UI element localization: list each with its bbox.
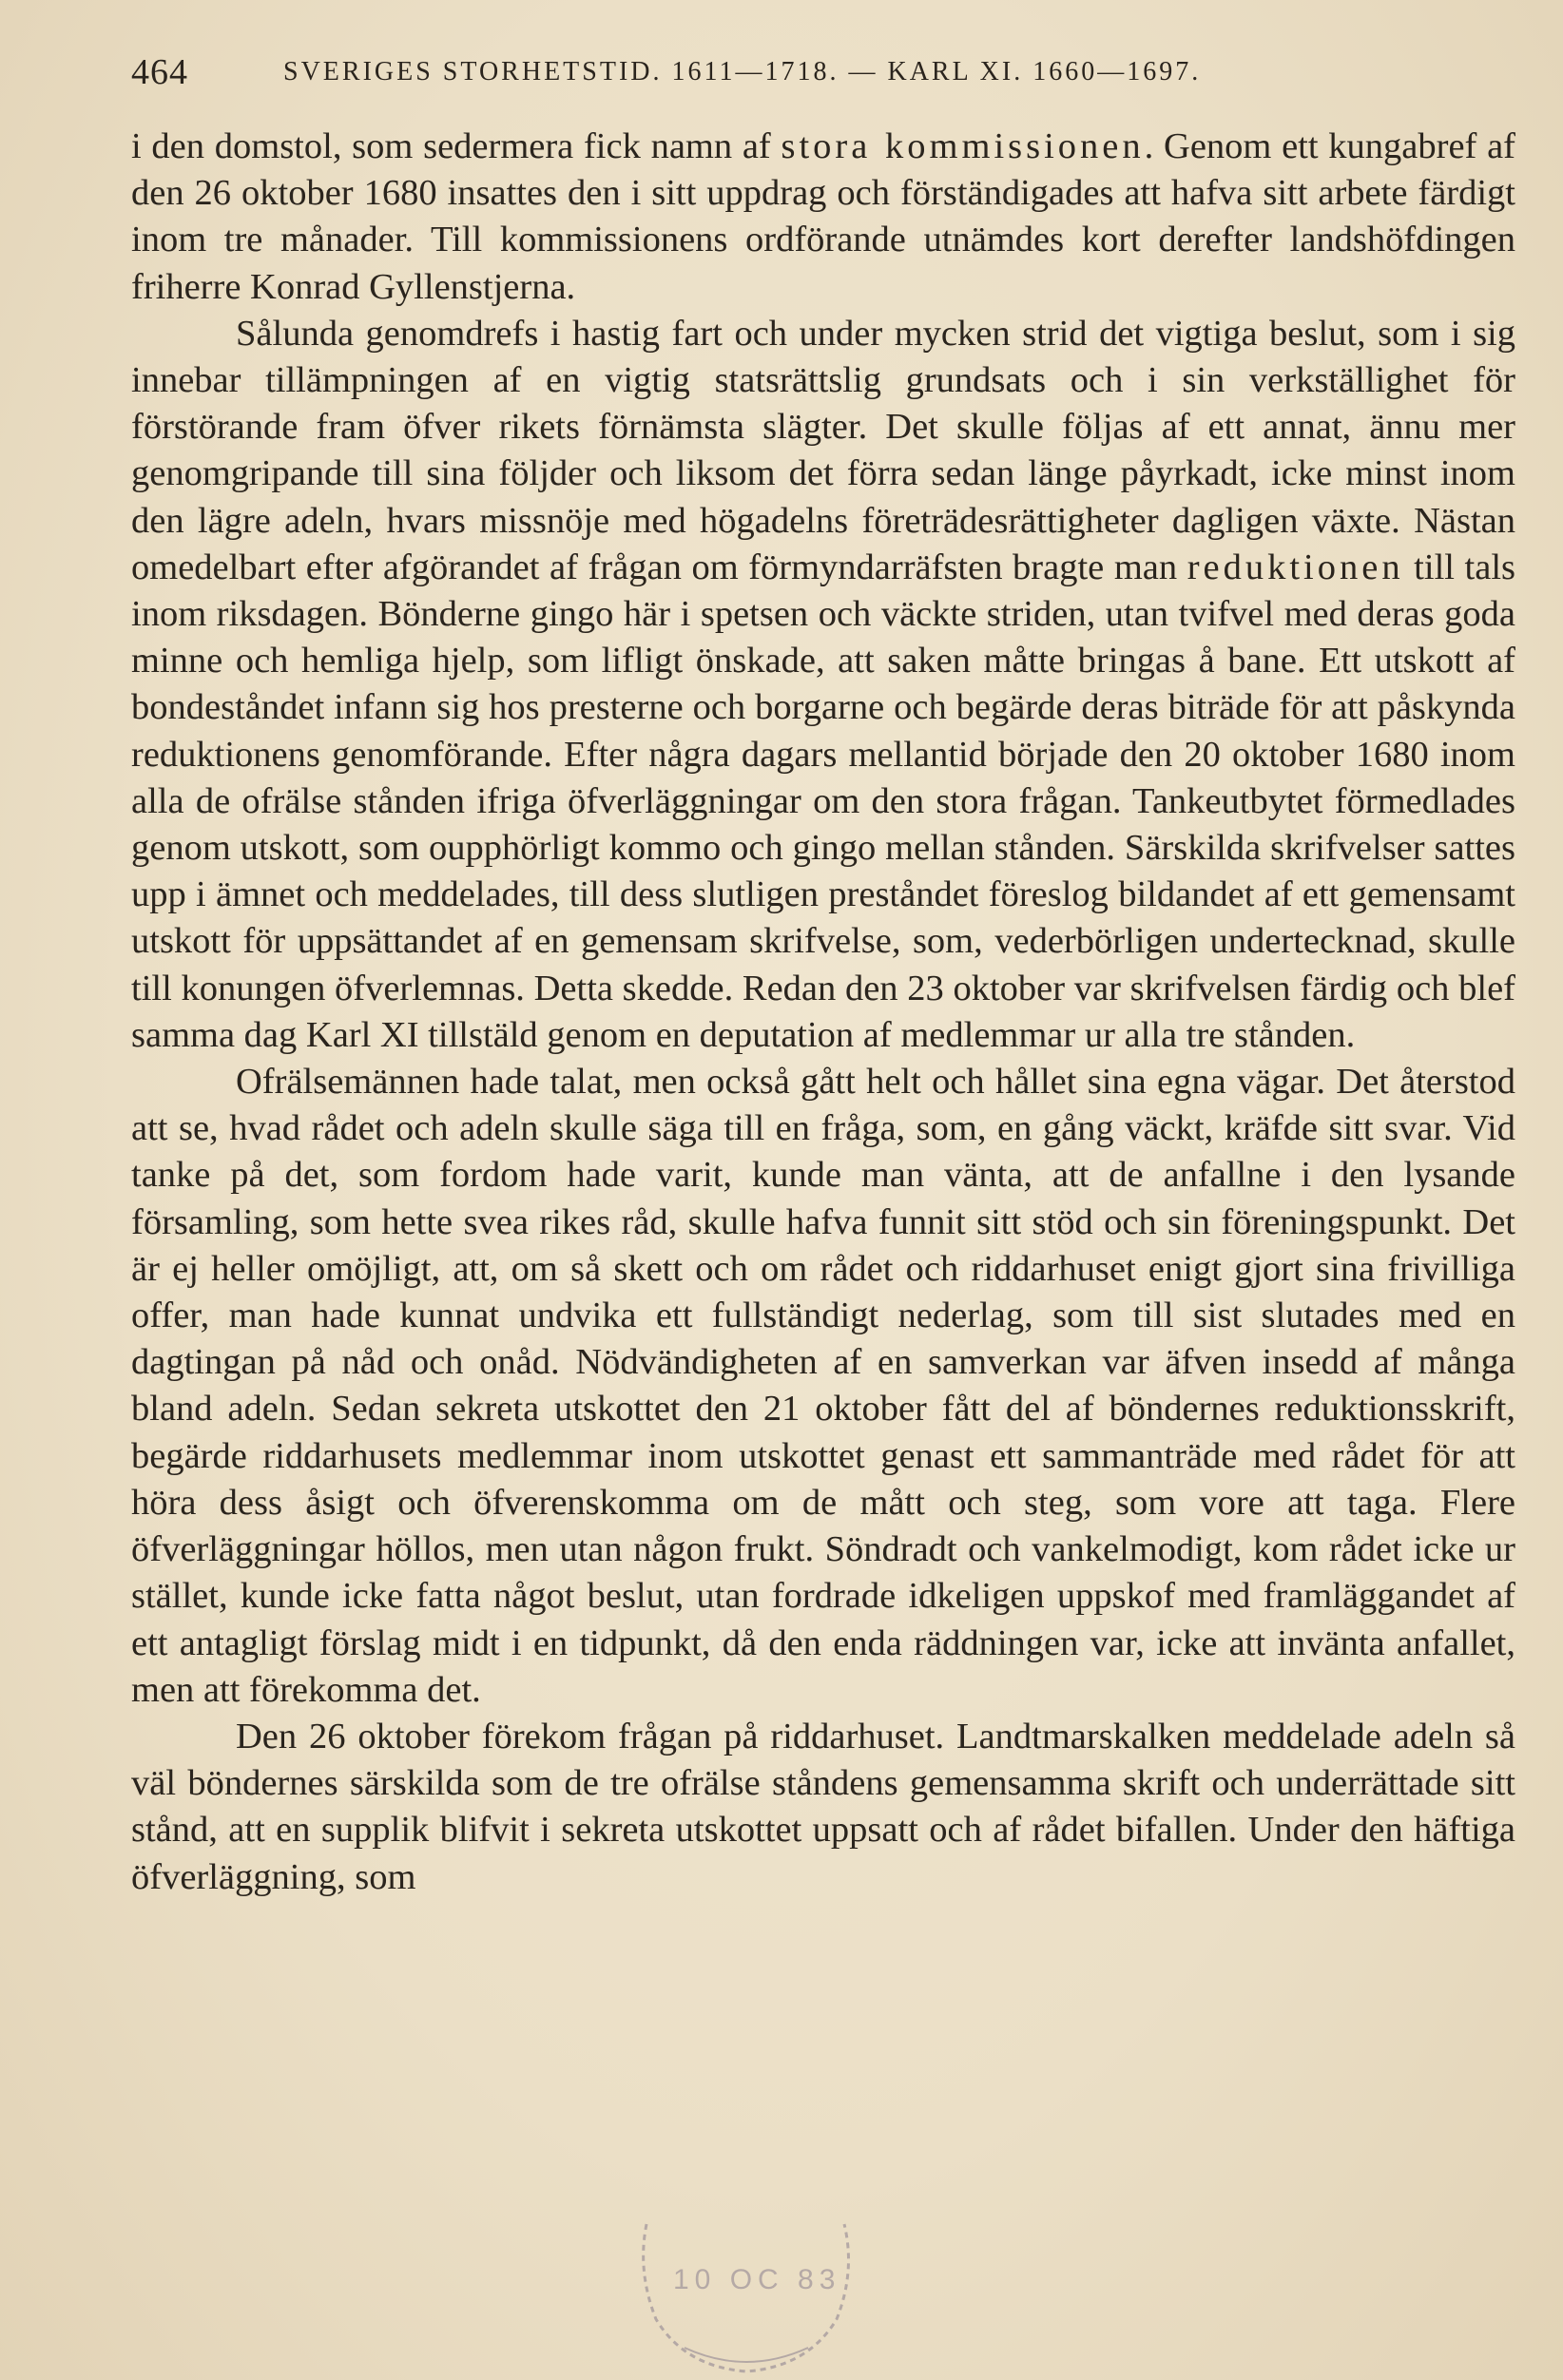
body-text	[131, 124, 1515, 1901]
emphasis-spaced: reduktionen	[1187, 547, 1404, 587]
stamp-date: 10 OC 83	[673, 2264, 841, 2295]
page-number: 464	[131, 52, 188, 92]
paragraph-3	[131, 1059, 1515, 1714]
text-segment: till tals inom riksdagen. Bönderne gingo här i spetsen och väckte striden, utan tvifvel med deras goda minne och hemliga hjelp, som lifligt önskade, att saken måtte bringas å bane. Ett utskott af bondeståndet infann sig hos presterne och borgarne och begärde deras biträde för att påskynda reduktionens genomförande. Efter några dagars mellantid började den 20 oktober 1680 inom alla de ofrälse stånden ifriga öfverläggningar om den stora frågan. Tankeutbytet förmedlades genom utskott, som oupphörligt kommo och gingo mellan stånden. Särskilda skrifvelser sattes upp i ämnet och meddelades, till dess slutligen preståndet föreslog bildandet af ett gemensamt utskott för uppsättandet af en gemensam skrifvelse, som, vederbörligen undertecknad, skulle till konungen öfverlemnas. Detta skedde. Redan den 23 oktober var skrifvelsen färdig och blef samma dag Karl XI tillstäld genom en deputation af medlemmar ur alla tre stånden.	[131, 547, 1516, 1055]
text-segment: Ofrälsemännen hade talat, men också gått helt och hållet sina egna vägar. Det återstod att se, hvad rådet och adeln skulle säga till en fråga, som, en gång väckt, kräfde sitt svar. Vid tanke på det, som fordom hade varit, kunde man vänta, att de anfallne i den lysande församling, som hette svea rikes råd, skulle hafva funnit sitt stöd och sin föreningspunkt. Det är ej heller omöjligt, att, om så skett och om rådet och riddarhuset enigt gjort sina frivilliga offer, man hade kunnat undvika ett fullständigt nederlag, som till sist slutades med en dagtingan på nåd och onåd. Nödvändigheten af en samverkan var äfven insedd af många bland adeln. Sedan sekreta utskottet den 21 oktober fått del af böndernes reduktionsskrift, begärde riddarhusets medlemmar inom utskottet genast ett sammanträde med rådet för att höra dess åsigt och öfverenskomma om de mått och steg, som vore att taga. Flere öfverläggningar höllos, men utan någon frukt. Söndradt och vankelmodigt, kom rådet icke ur stället, kunde icke fatta något beslut, utan fordrade idkeligen uppskof med framläggandet af ett antagligt förslag midt i en tidpunkt, då den enda räddningen var, icke att invänta anfallet, men att förekomma det.	[131, 1062, 1515, 1710]
library-stamp	[627, 2215, 865, 2376]
paragraph-2	[131, 311, 1515, 1059]
emphasis-spaced: stora kommissionen	[781, 126, 1145, 166]
running-head: SVERIGES STORHETSTID. 1611—1718. — KARL XI. 1660—1697.	[283, 57, 1202, 86]
text-segment: Den 26 oktober förekom frågan på riddarhuset. Landtmarskalken meddelade adeln så väl böndernes särskilda som de tre ofrälse ståndens gemensamma skrift och underrättade sitt stånd, att en supplik blifvit i sekreta utskottet uppsatt och af rådet bifallen. Under den häftiga öfverläggning, som	[131, 1716, 1515, 1897]
page-header	[131, 48, 1519, 95]
text-segment: Sålunda genomdrefs i hastig fart och under mycken strid det vigtiga beslut, som i sig innebar tillämpningen af en vigtig statsrättslig grundsats och i sin verkställighet för förstörande fram öfver rikets förnämsta slägter. Det skulle följas af ett annat, ännu mer genomgripande till sina följder och liksom det förra sedan länge påyrkadt, icke minst inom den lägre adeln, hvars missnöje med högadelns företrädesrättigheter dagligen växte. Nästan omedelbart efter afgörandet af frågan om förmyndarräfsten bragte man	[131, 313, 1515, 587]
text-segment: . Genom ett kungabref af den 26 oktober 1680 insattes den i sitt uppdrag och förständigades att hafva sitt arbete färdigt inom tre månader. Till kommissionens ordförande utnämdes kort derefter landshöfdingen friherre Konrad Gyllenstjerna.	[131, 126, 1516, 307]
text-segment: i den domstol, som sedermera fick namn af	[131, 126, 782, 166]
paragraph-1	[131, 124, 1515, 311]
paragraph-4	[131, 1714, 1515, 1901]
